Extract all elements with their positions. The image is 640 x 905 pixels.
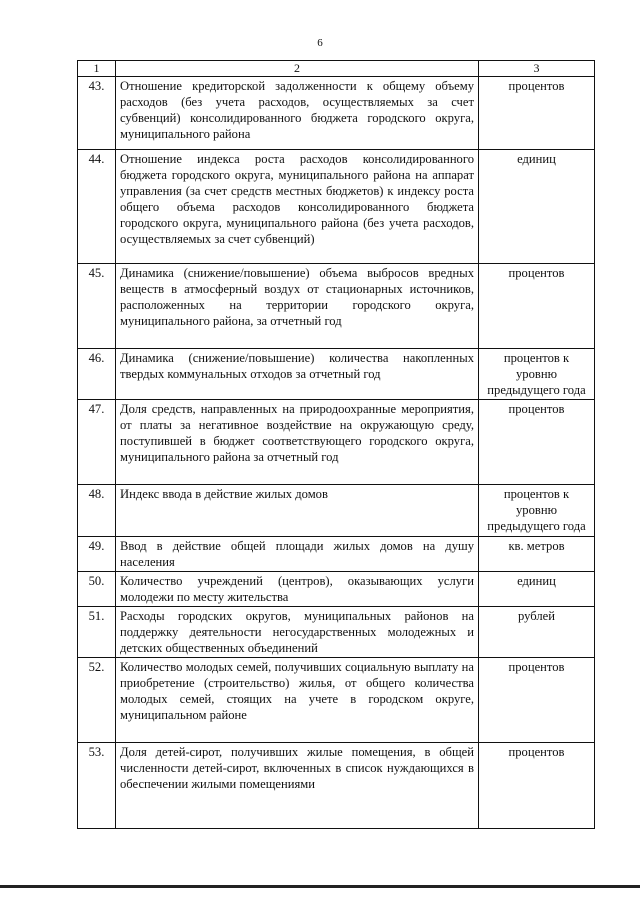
row-description: Индекс ввода в действие жилых домов: [116, 485, 479, 537]
table-row: [78, 607, 595, 658]
row-unit: процентов: [479, 77, 595, 150]
column-header-1: 1: [78, 61, 116, 77]
row-number: 50.: [78, 572, 116, 607]
row-description: Количество учреждений (центров), оказывающих услуги молодежи по месту жительства: [116, 572, 479, 607]
row-description: Количество молодых семей, получивших социальную выплату на приобретение (строительство) жилья, от общего количества молодых семей, стоящих на учете в городском округе, муниципальном районе: [116, 658, 479, 743]
table-row: [78, 264, 595, 349]
row-unit: рублей: [479, 607, 595, 658]
row-unit: единиц: [479, 572, 595, 607]
column-header-3: 3: [479, 61, 595, 77]
row-number: 49.: [78, 537, 116, 572]
column-header-2: 2: [116, 61, 479, 77]
row-description: Доля средств, направленных на природоохранные мероприятия, от платы за негативное воздействие на окружающую среду, поступившей в бюджет соответствующего городского округа, муниципального района за отчетный год: [116, 400, 479, 485]
row-description: Отношение кредиторской задолженности к общему объему расходов (без учета расходов, осуществляемых за счет субвенций) консолидированного бюджета городского округа, муниципального района: [116, 77, 479, 150]
row-number: 48.: [78, 485, 116, 537]
row-number: 47.: [78, 400, 116, 485]
row-number: 52.: [78, 658, 116, 743]
table-row: [78, 150, 595, 264]
row-unit: процентов: [479, 743, 595, 829]
table-row: [78, 400, 595, 485]
row-number: 53.: [78, 743, 116, 829]
row-description: Отношение индекса роста расходов консолидированного бюджета городского округа, муниципального района на аппарат управления (за счет средств местных бюджетов) к индексу роста общего объема расходов консолидированного бюджета городского округа, муниципального района (без учета расходов, осуществляемых за счет субвенций): [116, 150, 479, 264]
page-number: 6: [317, 37, 323, 49]
table-header-row: [78, 61, 595, 77]
row-number: 45.: [78, 264, 116, 349]
table-row: [78, 349, 595, 400]
row-description: Ввод в действие общей площади жилых домов на душу населения: [116, 537, 479, 572]
row-unit: процентов: [479, 400, 595, 485]
table-row: [78, 572, 595, 607]
row-number: 46.: [78, 349, 116, 400]
scan-bottom-edge: [0, 885, 640, 888]
table-row: [78, 485, 595, 537]
row-unit: единиц: [479, 150, 595, 264]
row-number: 51.: [78, 607, 116, 658]
table-row: [78, 658, 595, 743]
row-description: Расходы городских округов, муниципальных районов на поддержку деятельности негосударственных молодежных и детских общественных объединений: [116, 607, 479, 658]
row-description: Доля детей-сирот, получивших жилые помещения, в общей численности детей-сирот, включенных в список нуждающихся в обеспечении жилыми помещениями: [116, 743, 479, 829]
row-description: Динамика (снижение/повышение) объема выбросов вредных веществ в атмосферный воздух от стационарных источников, расположенных на территории городского округа, муниципального района, за отчетный год: [116, 264, 479, 349]
row-number: 44.: [78, 150, 116, 264]
row-unit: процентов к уровню предыдущего года: [479, 485, 595, 537]
table-row: [78, 77, 595, 150]
row-description: Динамика (снижение/повышение) количества накопленных твердых коммунальных отходов за отчетный год: [116, 349, 479, 400]
row-unit: процентов к уровню предыдущего года: [479, 349, 595, 400]
row-number: 43.: [78, 77, 116, 150]
row-unit: кв. метров: [479, 537, 595, 572]
indicators-table: [77, 60, 595, 829]
table-row: [78, 743, 595, 829]
row-unit: процентов: [479, 264, 595, 349]
row-unit: процентов: [479, 658, 595, 743]
table-row: [78, 537, 595, 572]
